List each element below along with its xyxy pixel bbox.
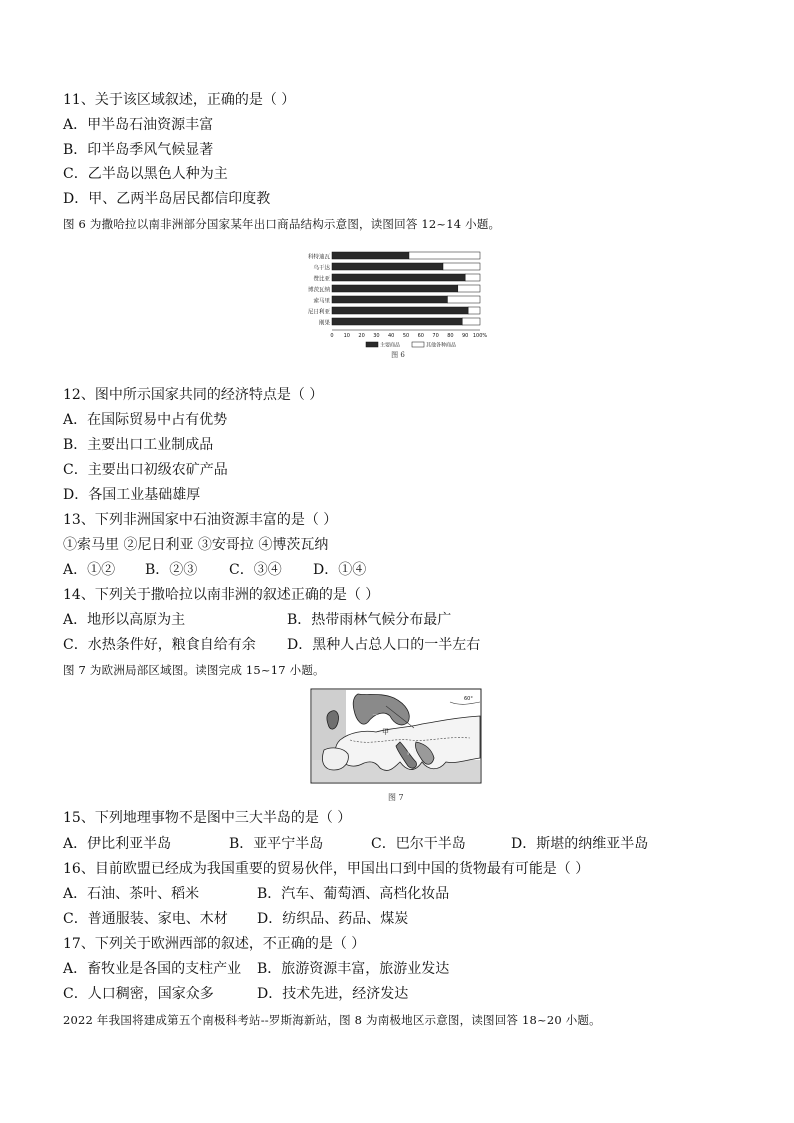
q15-options [63,834,648,854]
q16-options-cd [63,909,408,929]
fig6-tick-label: 60 [417,333,424,339]
fig6-category-label: 赞比亚 [313,276,330,283]
q15-option-d: D．斯堪的纳维亚半岛 [511,836,649,852]
q16-option-b: B．汽车、葡萄酒、高档化妆品 [257,886,450,902]
fig6-category-label: 博茨瓦纳 [307,287,330,294]
q14-option-a: A．地形以高原为主 [63,612,186,628]
fig6-legend-other: 其他各种商品 [426,342,457,349]
q17-option-d: D．技术先进，经济发达 [257,986,409,1002]
q14-options-ab [63,610,451,630]
q13-option-d: D．①④ [313,562,367,578]
q12-option-a: A．在国际贸易中占有优势 [63,412,228,428]
fig6-tick-label: 0 [330,333,334,339]
fig6-caption: 图 6 [391,351,405,359]
fig7-label-jia: 甲 [382,728,389,736]
q12-stem: 12、图中所示国家共同的经济特点是（ ） [63,387,324,403]
q14-stem: 14、下列关于撒哈拉以南非洲的叙述正确的是（ ） [63,587,380,603]
fig7-caption: 图 7 [388,793,404,802]
figure-6 [298,248,498,372]
q11-option-d: D．甲、乙两半岛居民都信印度教 [63,191,271,207]
fig6-tick-label: 20 [358,333,365,339]
q11-stem: 11、关于该区域叙述，正确的是（ ） [63,92,296,108]
fig6-bar-other [458,285,480,292]
q15-option-b: B．亚平宁半岛 [229,836,324,852]
q16-option-a: A．石油、茶叶、稻米 [63,886,200,902]
q13-stem: 13、下列非洲国家中石油资源丰富的是（ ） [63,512,338,528]
fig6-bar-other [409,252,480,259]
q17-option-c: C．人口稠密，国家众多 [63,986,214,1002]
fig6-tick-label: 10 [343,333,350,339]
fig6-tick-label: 30 [373,333,380,339]
fig6-tick-label: 70 [432,333,439,339]
fig6-tick-label: 100% [472,333,488,339]
fig8-intro: 2022 年我国将建成第五个南极科考站--罗斯海新站，图 8 为南极地区示意图，读图回答 18~20 小题。 [63,1013,601,1027]
q15-option-c: C．巴尔干半岛 [371,836,466,852]
q16-stem: 16、目前欧盟已经成为我国重要的贸易伙伴，甲国出口到中国的货物最有可能是（ ） [63,861,590,877]
q14-option-b: B．热带雨林气候分布最广 [287,612,452,628]
q13-option-b: B．②③ [145,562,198,578]
fig6-legend-swatch-other [412,342,424,347]
fig6-category-label: 乌干达 [313,265,330,272]
q17-option-b: B．旅游资源丰富，旅游业发达 [257,961,450,977]
q17-stem: 17、下列关于欧洲西部的叙述，不正确的是（ ） [63,936,366,952]
fig6-tick-label: 40 [388,333,395,339]
fig6-legend-main: 主要商品 [380,342,401,349]
q13-option-c: C．③④ [229,562,282,578]
q16-option-d: D．纺织品、药品、煤炭 [257,911,409,927]
q11-option-a: A．甲半岛石油资源丰富 [63,117,214,133]
fig6-tick-label: 90 [462,333,469,339]
figure-7 [310,688,482,806]
fig6-tick-label: 50 [402,333,410,339]
fig6-tick-label: 80 [447,333,454,339]
fig6-intro: 图 6 为撒哈拉以南非洲部分国家某年出口商品结构示意图，读图回答 12~14 小题。 [63,217,501,231]
fig7-label-bing: 丙 [407,748,414,756]
q15-stem: 15、下列地理事物不是图中三大半岛的是（ ） [63,810,352,826]
q16-option-c: C．普通服装、家电、木材 [63,911,228,927]
fig6-category-label: 刚果 [318,320,330,327]
fig7-intro: 图 7 为欧洲局部区域图。读图完成 15~17 小题。 [63,663,325,677]
fig7-label-yi: 乙 [372,714,379,722]
q17-options-ab [63,959,449,979]
q12-option-d: D．各国工业基础雄厚 [63,487,201,503]
q12-option-c: C．主要出口初级农矿产品 [63,462,228,478]
q13-option-a: A．①② [63,562,116,578]
q12-option-b: B．主要出口工业制成品 [63,437,214,453]
q16-options-ab [63,884,449,904]
q13-items: ①索马里 ②尼日利亚 ③安哥拉 ④博茨瓦纳 [63,537,329,553]
fig6-category-label: 尼日利亚 [307,309,330,316]
q14-option-c: C．水热条件好，粮食自给有余 [63,637,256,653]
fig7-label-latitude: 60° [464,696,473,702]
europe-map [310,688,482,806]
fig6-bar-main [332,285,458,292]
q17-option-a: A．畜牧业是各国的支柱产业 [63,961,242,977]
fig6-category-label: 索马里 [313,298,330,305]
fig6-chart [298,248,498,372]
q15-option-a: A．伊比利亚半岛 [63,836,172,852]
fig6-bar-main [332,263,443,270]
q17-options-cd [63,984,408,1004]
q14-option-d: D．黑种人占总人口的一半左右 [287,637,481,653]
q14-options-cd [63,635,480,655]
fig6-bar-other [465,274,480,281]
fig6-bar-main [332,296,447,303]
fig6-bar-other [443,263,480,270]
fig6-legend-swatch-main [366,342,378,347]
fig6-bar-main [332,307,468,314]
fig6-bar-other [462,318,480,325]
q11-option-b: B．印半岛季风气候显著 [63,142,214,158]
fig6-category-label: 科特迪瓦 [307,254,330,261]
fig6-bar-other [468,307,480,314]
q13-options [63,560,366,580]
fig6-bar-main [332,252,409,259]
q11-option-c: C．乙半岛以黑色人种为主 [63,166,228,182]
fig6-bar-other [447,296,480,303]
fig6-bar-main [332,318,462,325]
fig6-bar-main [332,274,465,281]
